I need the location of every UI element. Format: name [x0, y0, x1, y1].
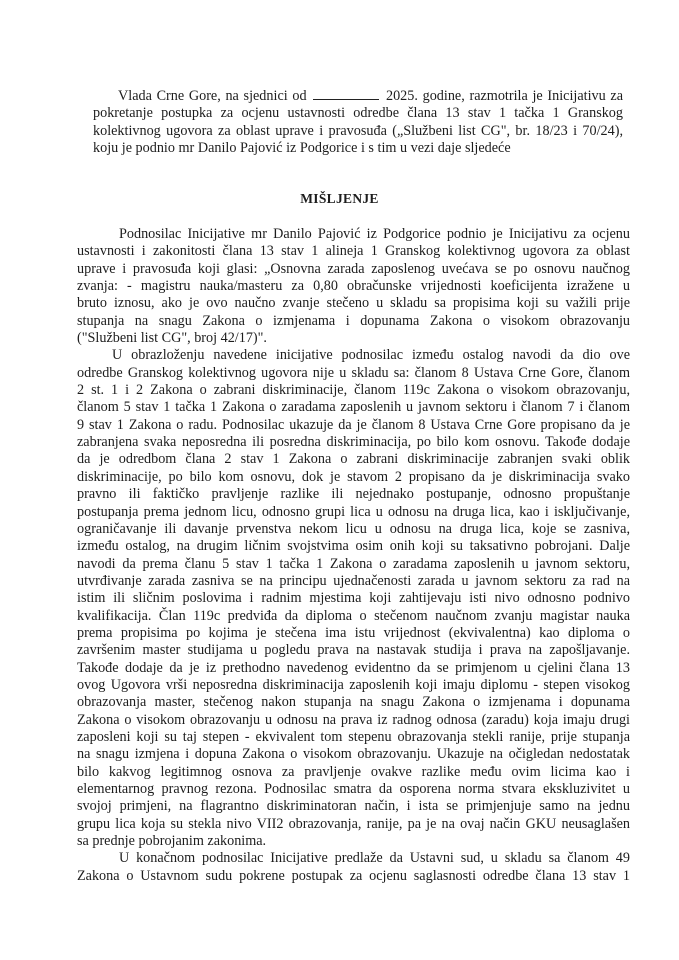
intro-block: [93, 87, 623, 158]
document-body: [77, 226, 630, 885]
body-line: svojoj primjeni, na flagrantno diskriminatoran način, i ista se primjenjuje samo na jednu: [77, 798, 630, 815]
intro-line: kolektivnog ugovora za oblast uprave i pravosuđa („Službeni list CG", br. 18/23 i 70/24),: [93, 122, 623, 139]
body-line: 9 stav 1 Zakona o radu. Podnosilac ukazuje da je članom 8 Ustava Crne Gore propisano da je: [77, 416, 630, 433]
body-line: prema propisima po kojima je stečena ima istu vrijednost (ekvivalentna) kao diploma o: [77, 624, 630, 641]
body-line: elementarnog pravnog rezona. Podnosilac smatra da osporena norma stvara ekskluzivitet u: [77, 781, 630, 797]
body-line: zaposleni koji su taj stepen - ekvivalent tom stepenu obrazovanja stekli ranije, prije stupanja: [77, 728, 630, 745]
body-line: U konačnom podnosilac Inicijative predlaže da Ustavni sud, u skladu sa članom 49: [119, 850, 630, 867]
body-line: da je odredbom člana 2 stav 1 Zakona o zabrani diskriminacije zabranjen svaki oblik: [77, 451, 630, 468]
body-line: bruto iznosu, ako je ovo naučno zvanje stečeno u skladu sa propisima koji su važili prije: [77, 295, 630, 312]
body-line: zabranjena svaka neposredna ili posredna diskriminacija, po bilo kom osnovu. Takođe dodaje: [77, 434, 630, 451]
body-line: ovog Ugovora vrši neposredna diskriminacija zaposlenih koji imaju diplomu - stepen visokog: [77, 676, 630, 693]
body-line: utvrđivanje zarada zasniva se na principu ujednačenosti zarada u javnom sektoru za rad na: [77, 572, 630, 589]
document-title: MIŠLJENJE: [300, 191, 379, 206]
paragraph-3: [77, 850, 630, 885]
body-line: bilo kakvog legitimnog osnova za pravljenje ovakve razlike među ovim licima kao i: [77, 763, 630, 780]
body-line: U obrazloženju navedene inicijative podnosilac između ostalog navodi da dio ove: [112, 347, 630, 364]
body-line: stupanja na snagu Zakona o izmjenama i dopunama Zakona o visokom obrazovanju: [77, 312, 630, 329]
body-line: na snagu izmjena i dopuna Zakona o visokom obrazovanju. Ukazuje na očigledan nedostatak: [77, 746, 630, 763]
date-blank-field: [313, 87, 379, 100]
intro-line: [93, 87, 623, 105]
body-line: završenim master studijama u pogledu prava na nastavak studija i prava na zapošljavanje.: [77, 642, 630, 659]
body-line: odredbe Granskog kolektivnog ugovora nije u skladu sa: članom 8 Ustava Crne Gore, članom: [77, 364, 630, 381]
body-line: članom 5 stav 1 tačka 1 Zakona o zaradama zaposlenih u javnom sektoru i članom 7 i članom: [77, 399, 630, 416]
body-line: postupanja prema jednom licu, odnosno grupi lica u odnosu na druga lica, kao i isključivanje,: [77, 503, 630, 520]
body-line: Zakona o visokom obrazovanju u odnosu na prava iz radnog odnosa (zaradu) koja imaju drugi: [77, 711, 630, 728]
body-line: kvalifikacija. Član 119c predviđa da diploma o stečenom naučnom zvanju magistar nauka: [77, 607, 630, 624]
paragraph-2: [77, 347, 630, 850]
body-line: sa prednje pobrojanim zakonima.: [77, 833, 267, 850]
paragraph-1: [77, 226, 630, 347]
body-line: Takođe dodaje da je iz prethodno navedenog evidentno da se primjenom u cjelini člana 13: [77, 659, 630, 676]
body-line: istim ili sličnim poslovima i radnim mjestima koji zahtijevaju isti nivo odnosno podnivo: [77, 590, 630, 607]
body-line: pravno ili faktičko pravljenje razlike ili nejednako postupanje, odnosno propuštanje: [77, 486, 630, 503]
intro-line: pokretanje postupka za ocjenu ustavnosti odredbe člana 13 stav 1 tačka 1 Granskog: [93, 105, 623, 122]
body-line: zvanja: - magistru nauka/masteru za 0,80 obračunske vrijednosti koeficijenta izražene u: [77, 278, 630, 295]
body-line: ("Službeni list CG", broj 42/17)".: [77, 330, 267, 347]
body-line: grupu lica koja su stekla nivo VII2 obrazovanja, ranije, pa je na ovaj način GKU neusaglašen: [77, 815, 630, 832]
intro-text: Vlada Crne Gore, na sjednici od: [118, 88, 307, 104]
body-line: Podnosilac Inicijative mr Danilo Pajović iz Podgorice podnio je Inicijativu za ocjenu: [119, 226, 630, 242]
intro-line: koju je podnio mr Danilo Pajović iz Podgorice i s tim u vezi daje sljedeće: [93, 140, 511, 157]
body-line: ograničavanje ili davanje prvenstva nekom licu u odnosu na druga lica, koje se zasniva,: [77, 520, 630, 537]
body-line: obrazovanja master, stečenog nakon stupanja na snagu Zakona o izmjenama i dopunama: [77, 694, 630, 711]
intro-text: 2025. godine, razmotrila je Inicijativu za: [385, 88, 623, 104]
body-line: 2 st. 1 i 2 Zakona o zabrani diskriminacije, članom 119c Zakona o visokom obrazovanju,: [77, 382, 630, 399]
body-line: uprave i pravosuđa koji glasi: „Osnovna zarada zaposlenog uvećava se po osnovu naučnog: [77, 260, 630, 277]
body-line: Zakona o Ustavnom sudu pokrene postupak za ocjenu saglasnosti odredbe člana 13 stav 1: [77, 867, 630, 884]
body-line: ustavnosti i zakonitosti člana 13 stav 1 alineja 1 Granskog kolektivnog ugovora za oblast: [77, 243, 630, 260]
body-line: diskriminacije, po bilo kom osnovu, dok je stavom 2 propisano da je diskriminacija svako: [77, 468, 630, 485]
body-line: između ostalog, na drugim ličnim svojstvima osim onih koji su taksativno pobrojani. Dalje: [77, 538, 630, 555]
body-line: navodi da prema članu 5 stav 1 tačka 1 Zakona o zaradama zaposlenih u javnom sektoru,: [77, 555, 630, 572]
